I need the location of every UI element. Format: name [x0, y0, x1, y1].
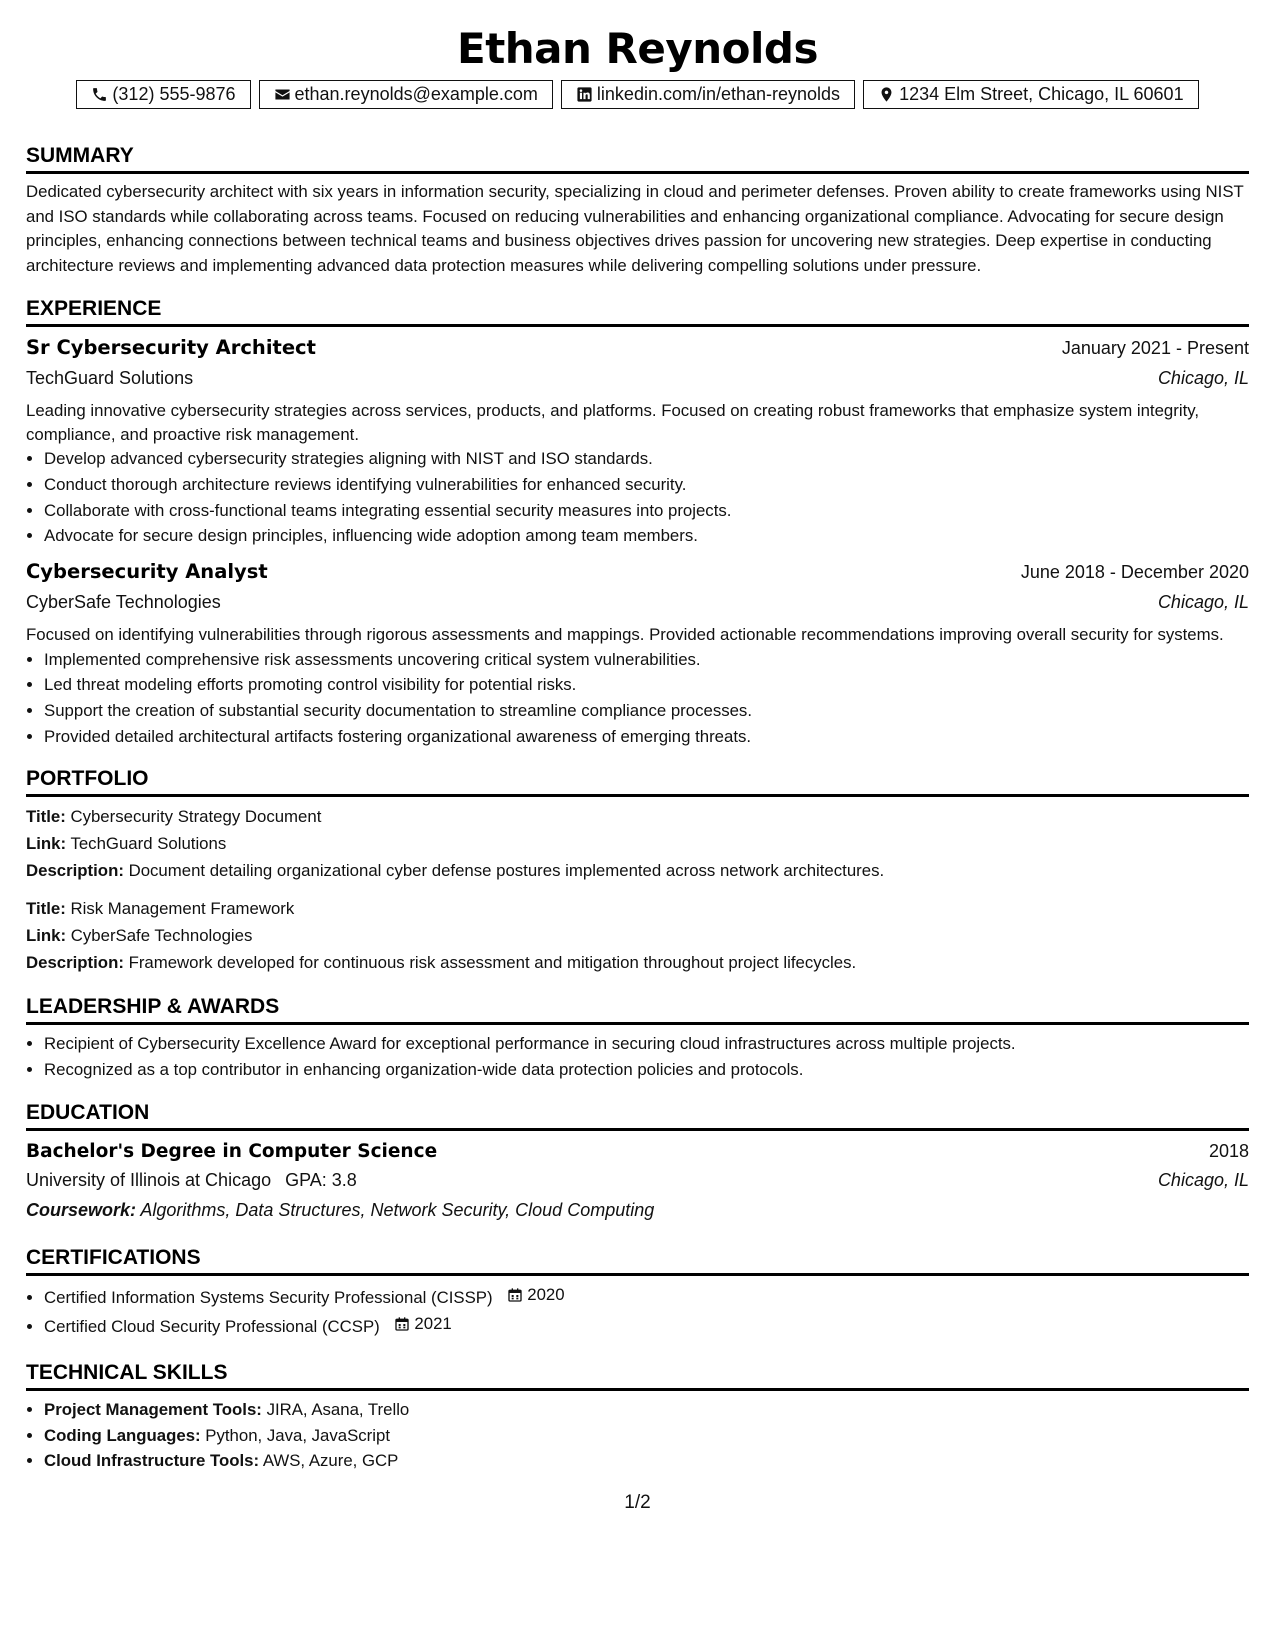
portfolio-description: Framework developed for continuous risk assessment and mitigation throughout project lifecycles. [128, 952, 857, 972]
contact-email[interactable] [259, 80, 553, 109]
summary-text: Dedicated cybersecurity architect with six years in information security, specializing in cloud and perimeter defenses. Proven ability to create frameworks using NIST and ISO standards while collaborating across teams. Focused on reducing vulnerabilities and enhancing organizational compliance. Advocating for secure design principles, enhancing connections between technical teams and business objectives drives passion for uncovering new strategies. Deep expertise in conducting architecture reviews and implementing advanced data protection measures while delivering compelling solutions under pressure. [26, 182, 1244, 275]
leadership-list [26, 1031, 1249, 1083]
skill-label: Coding Languages: [44, 1425, 201, 1445]
portfolio-section [26, 766, 1249, 976]
map-marker-icon [878, 86, 895, 103]
job-location: Chicago, IL [1157, 368, 1249, 388]
list-item: • Collaborate with cross-functional teams integrating essential security measures into projects. [44, 498, 1249, 524]
section-title: EDUCATION [26, 1100, 1249, 1131]
field-label: Link: [26, 833, 67, 853]
skills-list [26, 1397, 1249, 1474]
contact-email-text: ethan.reynolds@example.com [294, 84, 538, 104]
job-entry [26, 557, 1249, 750]
contact-phone[interactable] [76, 80, 250, 109]
linkedin-icon [576, 86, 593, 103]
job-bullets [26, 446, 1249, 549]
skill-value: Python, Java, JavaScript [205, 1425, 390, 1445]
contact-bar [26, 80, 1249, 109]
coursework-text: Algorithms, Data Structures, Network Security, Cloud Computing [140, 1200, 655, 1221]
portfolio-link[interactable]: TechGuard Solutions [70, 833, 227, 853]
contact-phone-text: (312) 555-9876 [112, 84, 236, 104]
list-item [44, 1311, 1249, 1340]
skill-value: JIRA, Asana, Trello [266, 1399, 410, 1419]
portfolio-item [26, 803, 1249, 884]
candidate-name: Ethan Reynolds [457, 24, 818, 73]
edu-year: 2018 [1208, 1141, 1249, 1162]
contact-address-text: 1234 Elm Street, Chicago, IL 60601 [899, 84, 1184, 104]
list-item: • Develop advanced cybersecurity strategies aligning with NIST and ISO standards. [44, 446, 1249, 472]
list-item: • Support the creation of substantial security documentation to streamline compliance processes. [44, 698, 1249, 724]
summary-section [26, 143, 1249, 278]
edu-degree: Bachelor's Degree in Computer Science [26, 1141, 438, 1163]
leadership-section [26, 994, 1249, 1083]
contact-linkedin[interactable] [561, 80, 855, 109]
section-title: SUMMARY [26, 143, 1249, 174]
job-company: CyberSafe Technologies [26, 592, 221, 613]
skills-section [26, 1360, 1249, 1474]
job-entry [26, 333, 1249, 549]
job-bullets [26, 647, 1249, 750]
list-item [44, 1448, 1249, 1474]
job-description: Focused on identifying vulnerabilities through rigorous assessments and mappings. Provided actionable recommendations improving overall security for systems. [26, 625, 1224, 645]
page-number: 1/2 [624, 1492, 651, 1513]
field-label: Coursework: [26, 1200, 137, 1221]
calendar-icon [394, 1316, 410, 1332]
list-item: • Recognized as a top contributor in enhancing organization-wide data protection policies and protocols. [44, 1057, 1249, 1083]
experience-section [26, 296, 1249, 750]
phone-icon [91, 86, 108, 103]
list-item: • Provided detailed architectural artifacts fostering organizational awareness of emerging threats. [44, 724, 1249, 750]
calendar-icon [507, 1287, 523, 1303]
job-location: Chicago, IL [1157, 592, 1249, 613]
list-item [44, 1397, 1249, 1423]
job-title: Cybersecurity Analyst [26, 560, 268, 584]
section-title: TECHNICAL SKILLS [26, 1360, 1249, 1391]
skill-value: AWS, Azure, GCP [262, 1451, 399, 1471]
portfolio-description: Document detailing organizational cyber defense postures implemented across network architectures. [128, 860, 885, 880]
list-item: • Conduct thorough architecture reviews identifying vulnerabilities for enhanced security. [44, 472, 1249, 498]
portfolio-title: Cybersecurity Strategy Document [70, 806, 322, 826]
edu-gpa: GPA: 3.8 [285, 1170, 357, 1191]
education-section [26, 1100, 1249, 1225]
cert-year-wrap [507, 1282, 564, 1308]
field-label: Link: [26, 925, 67, 945]
field-label: Title: [26, 806, 66, 826]
skill-label: Cloud Infrastructure Tools: [44, 1451, 260, 1471]
cert-year-wrap [394, 1311, 451, 1337]
list-item: • Recipient of Cybersecurity Excellence Award for exceptional performance in securing cloud infrastructures across multiple projects. [44, 1031, 1249, 1057]
section-title: CERTIFICATIONS [26, 1245, 1249, 1276]
portfolio-link[interactable]: CyberSafe Technologies [70, 925, 253, 945]
edu-school: University of Illinois at Chicago [26, 1170, 272, 1191]
list-item [44, 1282, 1249, 1311]
section-title: EXPERIENCE [26, 296, 1249, 327]
portfolio-item [26, 895, 1249, 976]
edu-coursework [26, 1195, 1249, 1225]
cert-name: Certified Information Systems Security Professional (CISSP) [44, 1288, 493, 1308]
portfolio-title: Risk Management Framework [70, 898, 295, 918]
job-dates: January 2021 - Present [1061, 338, 1249, 358]
section-title: LEADERSHIP & AWARDS [26, 994, 1249, 1025]
job-dates: June 2018 - December 2020 [1020, 562, 1249, 583]
cert-year: 2021 [414, 1314, 452, 1334]
list-item [44, 1423, 1249, 1449]
list-item: • Led threat modeling efforts promoting control visibility for potential risks. [44, 672, 1249, 698]
contact-linkedin-text: linkedin.com/in/ethan-reynolds [596, 84, 841, 104]
cert-year: 2020 [527, 1285, 565, 1305]
field-label: Description: [26, 952, 124, 972]
section-title: PORTFOLIO [26, 766, 1249, 797]
cert-list [26, 1282, 1249, 1339]
job-title: Sr Cybersecurity Architect [26, 336, 316, 359]
edu-location: Chicago, IL [1157, 1170, 1249, 1191]
certifications-section [26, 1245, 1249, 1339]
list-item: • Advocate for secure design principles, influencing wide adoption among team members. [44, 523, 1249, 549]
skill-label: Project Management Tools: [44, 1399, 262, 1419]
list-item: • Implemented comprehensive risk assessments uncovering critical system vulnerabilities. [44, 647, 1249, 673]
job-company: TechGuard Solutions [26, 368, 194, 388]
field-label: Description: [26, 860, 124, 880]
contact-address[interactable] [863, 80, 1199, 109]
field-label: Title: [26, 898, 66, 918]
cert-name: Certified Cloud Security Professional (CCSP) [44, 1317, 380, 1337]
envelope-icon [274, 86, 291, 103]
job-description: Leading innovative cybersecurity strategies across services, products, and platforms. Focused on creating robust frameworks that emphasize system integrity, compliance, and proactive risk management. [26, 401, 1200, 444]
